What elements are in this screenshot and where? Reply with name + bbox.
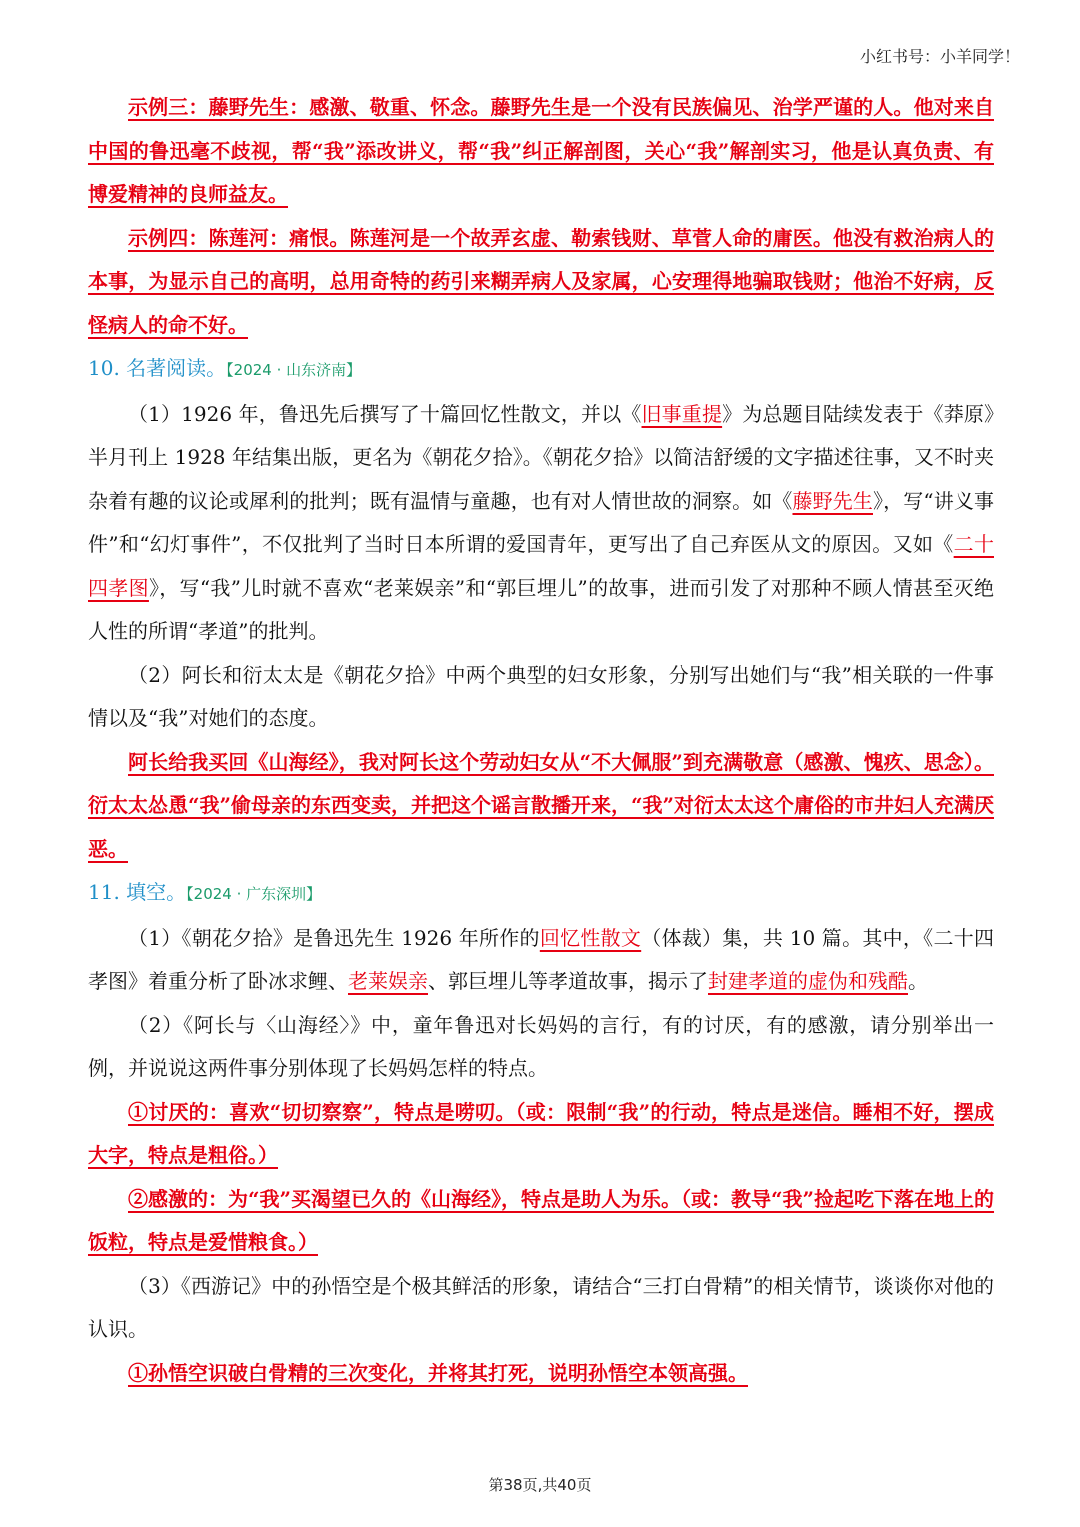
answer-text: ①讨厌的：喜欢“切切察察”，特点是唠叨。（或：限制“我”的行动，特点是迷信。睡相不好，摆成大字，特点是粗俗。） [88, 1099, 994, 1167]
blank-answer: 回忆性散文 [539, 925, 642, 950]
text-run: 》，写“讲义事件”和“幻灯事件”，不仅批判了当时日本所谓的爱国青年，更写出了自己弃医从文的原因。又如《 [88, 488, 994, 556]
text-run: （1）《朝花夕拾》是鲁迅先生 1926 年所作的 [128, 925, 540, 950]
answer-example-3 [88, 86, 994, 217]
question-10-heading [88, 347, 994, 393]
text-run: 》，写“我”儿时就不喜欢“老莱娱亲”和“郭巨埋儿”的故事，进而引发了对那种不顾人情甚至灭绝人性的所谓“孝道”的批判。 [88, 575, 994, 643]
answer-text: ①孙悟空识破白骨精的三次变化，并将其打死，说明孙悟空本领高强。 [128, 1360, 748, 1385]
text-run: （体裁）集，共 10 篇。其中，《二十四孝图》着重分析了卧冰求鲤、 [88, 925, 994, 993]
question-11-part-3: （3）《西游记》中的孙悟空是个极其鲜活的形象，请结合“三打白骨精”的相关情节，谈谈你对他的认识。 [88, 1273, 994, 1341]
blank-answer: 二十四孝图 [88, 532, 994, 600]
page-number: 第38页,共40页 [488, 1476, 592, 1494]
question-title: 10. 名著阅读。 [88, 356, 227, 380]
text-run: （1）1926 年，鲁迅先后撰写了十篇回忆性散文，并以《 [128, 401, 642, 426]
question-10-part-2: （2）阿长和衍太太是《朝花夕拾》中两个典型的妇女形象，分别写出她们与“我”相关联的一件事情以及“我”对她们的态度。 [88, 662, 994, 730]
answer-11-part-2-dislike [88, 1091, 994, 1178]
question-11-heading [88, 871, 994, 917]
answer-example-4 [88, 217, 994, 348]
text-run: 、郭巨埋儿等孝道故事，揭示了 [428, 969, 708, 993]
question-11-part-2: （2）《阿长与〈山海经〉》中，童年鲁迅对长妈妈的言行，有的讨厌，有的感激，请分别举出一例，并说说这两件事分别体现了长妈妈怎样的特点。 [88, 1012, 994, 1080]
answer-10-part-2 [88, 741, 994, 872]
watermark: 小红书号：小羊同学！ [859, 47, 1020, 66]
question-10-part-1 [88, 393, 994, 654]
answer-text: 示例三：藤野先生：感激、敬重、怀念。藤野先生是一个没有民族偏见、治学严谨的人。他对来自中国的鲁迅毫不歧视，帮“我”添改讲义，帮“我”纠正解剖图，关心“我”解剖实习，他是认真负责、有博爱精神的良师益友。 [88, 95, 994, 206]
question-11-part-1 [88, 917, 994, 1004]
answer-text: ②感激的：为“我”买渴望已久的《山海经》，特点是助人为乐。（或：教导“我”捡起吃下落在地上的饭粒，特点是爱惜粮食。） [88, 1186, 995, 1254]
blank-answer: 老莱娱亲 [348, 969, 428, 993]
page-content [88, 86, 994, 1395]
question-source: 【2024 · 山东济南】 [226, 361, 362, 379]
question-source: 【2024 · 广东深圳】 [186, 885, 322, 903]
answer-11-part-3 [88, 1352, 994, 1396]
answer-text: 阿长给我买回《山海经》，我对阿长这个劳动妇女从“不大佩服”到充满敬意（感激、愧疚、思念）。衍太太怂恿“我”偷母亲的东西变卖，并把这个谣言散播开来，“我”对衍太太这个庸俗的市井妇人充满厌恶。 [88, 749, 995, 861]
answer-11-part-2-grateful [88, 1178, 994, 1265]
answer-text: 示例四：陈莲河：痛恨。陈莲河是一个故弄玄虚、勒索钱财、草菅人命的庸医。他没有救治病人的本事，为显示自己的高明，总用奇特的药引来糊弄病人及家属，心安理得地骗取钱财；他治不好病，反怪病人的命不好。 [88, 225, 994, 337]
question-title: 11. 填空。 [88, 880, 187, 904]
blank-answer: 旧事重提 [641, 401, 723, 426]
text-run: 。 [908, 969, 928, 993]
blank-answer: 封建孝道的虚伪和残酷 [708, 969, 908, 993]
text-run: 》为总题目陆续发表于《莽原》半月刊上 1928 年结集出版，更名为《朝花夕拾》。《朝花夕拾》以简洁舒缓的文字描述往事，又不时夹杂着有趣的议论或犀利的批判；既有温情与童趣，也有对人情世故的洞察。如《 [88, 401, 995, 513]
blank-answer: 藤野先生 [792, 488, 873, 513]
